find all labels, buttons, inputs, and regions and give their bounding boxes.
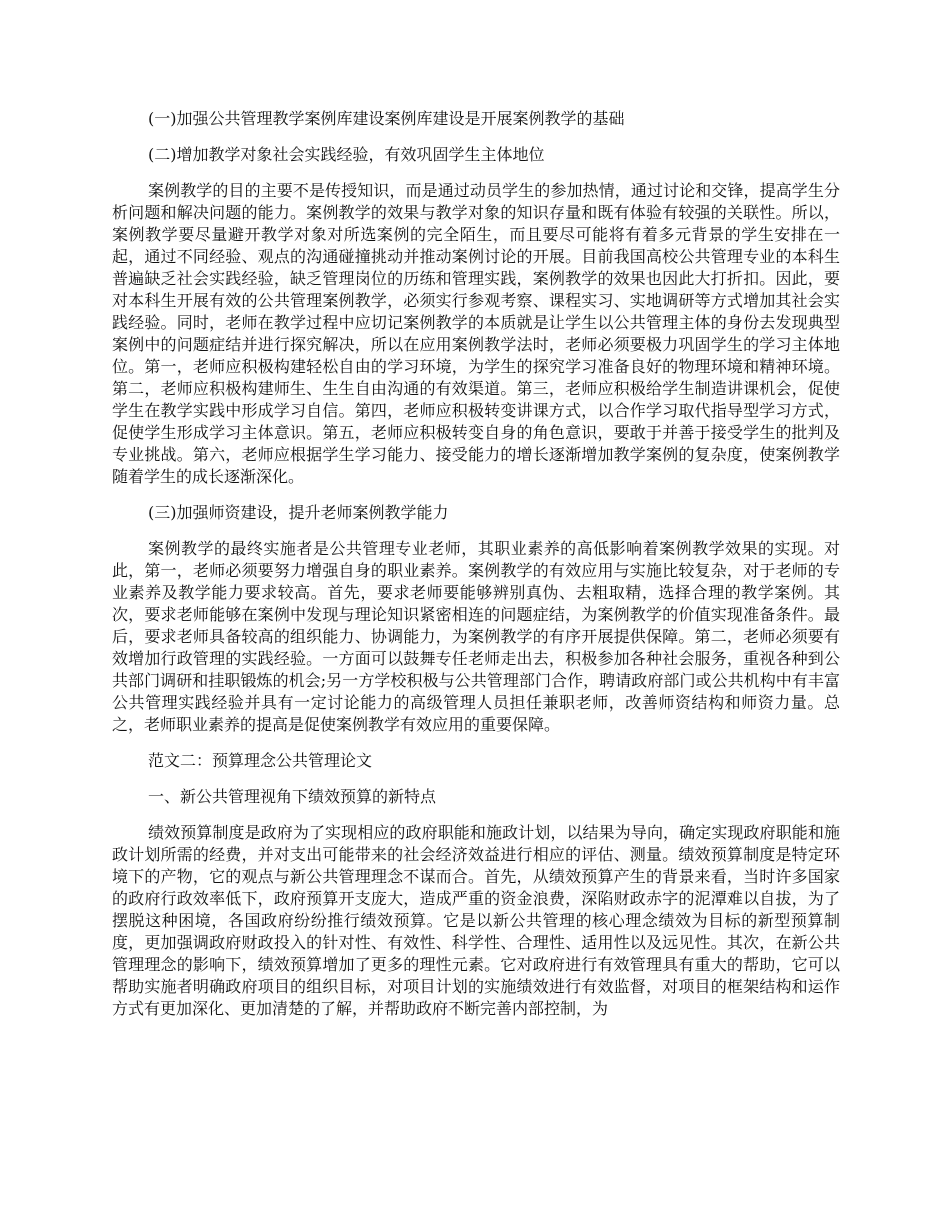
body-paragraph-1: 案例教学的目的主要不是传授知识，而是通过动员学生的参加热情，通过讨论和交锋，提高学生分析问题和解决问题的能力。案例教学的效果与教学对象的知识存量和既有体验有较强的关联性。所以，案例教学要尽量避开教学对象对所选案例的完全陌生，而且要尽可能将有着多元背景的学生安排在一起，通过不同经验、观点的沟通碰撞挑动并推动案例讨论的开展。目前我国高校公共管理专业的本科生普遍缺乏社会实践经验，缺乏管理岗位的历练和管理实践，案例教学的效果也因此大打折扣。因此，要对本科生开展有效的公共管理案例教学，必须实行参观考察、课程实习、实地调研等方式增加其社会实践经验。同时，老师在教学过程中应切记案例教学的本质就是让学生以公共管理主体的身份去发现典型案例中的问题症结并进行探究解决，所以在应用案例教学法时，老师必须要极力巩固学生的学习主体地位。第一，老师应积极构建轻松自由的学习环境，为学生的探究学习准备良好的物理环境和精神环境。第二，老师应积极构建师生、生生自由沟通的有效渠道。第三，老师应积极给学生制造讲课机会，促使学生在教学实践中形成学习自信。第四，老师应积极转变讲课方式，以合作学习取代指导型学习方式，促使学生形成学习主体意识。第五，老师应积极转变自身的角色意识，要敢于并善于接受学生的批判及专业挑战。第六，老师应根据学生学习能力、接受能力的增长逐渐增加教学案例的复杂度，使案例教学随着学生的成长逐渐深化。 (112, 181, 840, 486)
document-page (112, 108, 840, 1020)
body-paragraph-2: 案例教学的最终实施者是公共管理专业老师，其职业素养的高低影响着案例教学效果的实现。对此，第一，老师必须要努力增强自身的职业素养。案例教学的有效应用与实施比较复杂，对于老师的专业素养及教学能力要求较高。首先，要求老师要能够辨别真伪、去粗取精，选择合理的教学案例。其次，要求老师能够在案例中发现与理论知识紧密相连的问题症结，为案例教学的价值实现准备条件。最后，要求老师具备较高的组织能力、协调能力，为案例教学的有序开展提供保障。第二，老师必须要有效增加行政管理的实践经验。一方面可以鼓舞专任老师走出去，积极参加各种社会服务，重视各种到公共部门调研和挂职锻炼的机会;另一方学校积极与公共管理部门合作，聘请政府部门或公共机构中有丰富公共管理实践经验并具有一定讨论能力的高级管理人员担任兼职老师，改善师资结构和师资力量。总之，老师职业素养的提高是促使案例教学有效应用的重要保障。 (112, 539, 840, 734)
article-title-2: 范文二：预算理念公共管理论文 (148, 751, 373, 770)
body-paragraph-3: 绩效预算制度是政府为了实现相应的政府职能和施政计划，以结果为导向，确定实现政府职能和施政计划所需的经费，并对支出可能带来的社会经济效益进行相应的评估、测量。绩效预算制度是特定环境下的产物，它的观点与新公共管理理念不谋而合。首先，从绩效预算产生的背景来看，当时许多国家的政府行政效率低下，政府预算开支庞大，造成严重的资金浪费，深陷财政赤字的泥潭难以自拔，为了摆脱这种困境，各国政府纷纷推行绩效预算。它是以新公共管理的核心理念绩效为目标的新型预算制度，更加强调政府财政投入的针对性、有效性、科学性、合理性、适用性以及远见性。其次，在新公共管理理念的影响下，绩效预算增加了更多的理性元素。它对政府进行有效管理具有重大的帮助，它可以帮助实施者明确政府项目的组织目标，对项目计划的实施绩效进行有效监督，对项目的框架结构和运作方式有更加深化、更加清楚的了解，并帮助政府不断完善内部控制，为 (112, 823, 840, 1018)
section-heading-4: 一、新公共管理视角下绩效预算的新特点 (148, 787, 437, 806)
section-heading-3: (三)加强师资建设，提升老师案例教学能力 (148, 503, 449, 522)
section-heading-1: (一)加强公共管理教学案例库建设案例库建设是开展案例教学的基础 (148, 109, 625, 128)
section-heading-2: (二)增加教学对象社会实践经验，有效巩固学生主体地位 (148, 145, 545, 164)
